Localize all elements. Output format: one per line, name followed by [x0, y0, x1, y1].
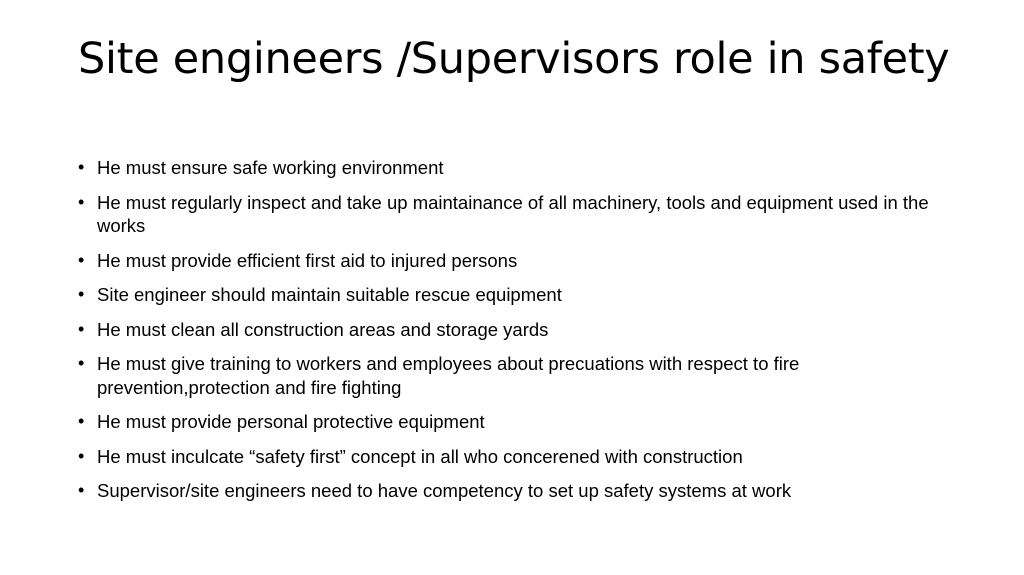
bullet-marker: •	[78, 411, 85, 431]
bullet-item	[78, 410, 938, 434]
bullet-text: He must inculcate “safety first” concept in all who concerened with construction	[97, 445, 743, 467]
bullet-text: He must give training to workers and employees about precuations with respect to fire prevention,protection and fire fighting	[97, 353, 800, 398]
bullet-marker: •	[78, 191, 85, 212]
bullet-marker: •	[78, 480, 85, 500]
bullet-marker: •	[78, 445, 85, 466]
bullet-item	[78, 318, 938, 342]
bullet-text: He must ensure safe working environment	[97, 157, 444, 178]
bullet-list	[78, 156, 938, 514]
bullet-marker: •	[78, 157, 85, 177]
bullet-marker: •	[78, 249, 85, 270]
bullet-text: He must provide personal protective equipment	[97, 411, 485, 432]
bullet-marker: •	[78, 318, 85, 339]
bullet-item	[78, 283, 938, 307]
bullet-marker: •	[78, 353, 85, 373]
slide-title: Site engineers /Supervisors role in safety	[78, 34, 950, 84]
bullet-text: He must clean all construction areas and storage yards	[97, 318, 549, 340]
bullet-item	[78, 156, 938, 180]
bullet-text: Site engineer should maintain suitable rescue equipment	[97, 284, 562, 305]
bullet-item	[78, 479, 938, 503]
bullet-text: He must provide efficient first aid to injured persons	[97, 249, 518, 271]
bullet-item	[78, 191, 938, 238]
bullet-item	[78, 352, 938, 399]
bullet-item	[78, 249, 938, 273]
bullet-text: Supervisor/site engineers need to have competency to set up safety systems at work	[97, 480, 792, 501]
bullet-marker: •	[78, 284, 85, 304]
bullet-text: He must regularly inspect and take up maintainance of all machinery, tools and equipment used in the works	[97, 191, 929, 236]
bullet-item	[78, 445, 938, 469]
